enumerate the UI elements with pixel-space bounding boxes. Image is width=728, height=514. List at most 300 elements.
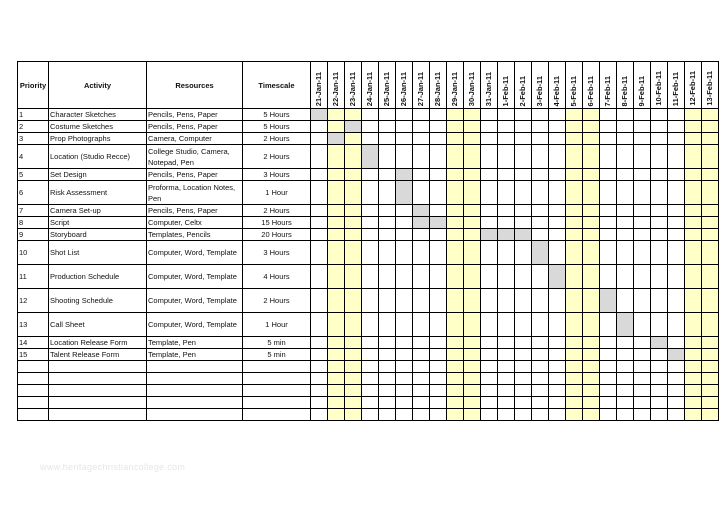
gantt-bar-cell — [481, 229, 498, 241]
weekend-cell — [566, 337, 583, 349]
day-cell — [549, 337, 566, 349]
day-cell — [532, 217, 549, 229]
timescale-cell: 2 Hours — [243, 205, 311, 217]
priority-cell: 5 — [18, 169, 49, 181]
date-header — [634, 62, 651, 109]
day-cell — [379, 169, 396, 181]
timescale-cell: 2 Hours — [243, 289, 311, 313]
weekend-cell — [566, 349, 583, 361]
day-cell — [600, 169, 617, 181]
day-cell — [600, 229, 617, 241]
resources-cell — [147, 373, 243, 385]
gantt-bar-cell — [600, 289, 617, 313]
weekend-cell — [447, 361, 464, 373]
day-cell — [481, 265, 498, 289]
day-cell — [481, 133, 498, 145]
weekend-cell — [583, 289, 600, 313]
weekend-cell — [583, 349, 600, 361]
resources-cell: Proforma, Location Notes, Pen — [147, 181, 243, 205]
day-cell — [617, 217, 634, 229]
day-cell — [617, 265, 634, 289]
weekend-cell — [345, 265, 362, 289]
day-cell — [600, 361, 617, 373]
header-row — [18, 62, 719, 109]
table-row — [18, 229, 719, 241]
day-cell — [498, 313, 515, 337]
activity-cell: Storyboard — [49, 229, 147, 241]
day-cell — [413, 385, 430, 397]
weekend-cell — [464, 109, 481, 121]
day-cell — [532, 109, 549, 121]
weekend-cell — [447, 181, 464, 205]
day-cell — [549, 217, 566, 229]
weekend-cell — [702, 265, 719, 289]
day-cell — [396, 409, 413, 421]
day-cell — [430, 241, 447, 265]
day-cell — [430, 181, 447, 205]
day-cell — [634, 109, 651, 121]
weekend-cell — [702, 133, 719, 145]
weekend-cell — [464, 349, 481, 361]
day-cell — [396, 397, 413, 409]
day-cell — [668, 109, 685, 121]
timescale-cell — [243, 385, 311, 397]
day-cell — [362, 265, 379, 289]
day-cell — [549, 145, 566, 169]
day-cell — [430, 373, 447, 385]
weekend-cell — [702, 289, 719, 313]
day-cell — [600, 349, 617, 361]
day-cell — [515, 337, 532, 349]
date-header — [413, 62, 430, 109]
day-cell — [498, 361, 515, 373]
day-cell — [379, 385, 396, 397]
weekend-cell — [702, 181, 719, 205]
priority-cell — [18, 409, 49, 421]
day-cell — [311, 205, 328, 217]
day-cell — [430, 205, 447, 217]
weekend-cell — [328, 397, 345, 409]
activity-cell — [49, 409, 147, 421]
day-cell — [481, 409, 498, 421]
activity-cell: Shot List — [49, 241, 147, 265]
timescale-cell: 3 Hours — [243, 169, 311, 181]
weekend-cell — [464, 313, 481, 337]
date-label: 9-Feb-11 — [637, 75, 646, 106]
gantt-bar-cell — [345, 121, 362, 133]
priority-cell — [18, 361, 49, 373]
weekend-cell — [566, 241, 583, 265]
weekend-cell — [345, 385, 362, 397]
activity-cell: Talent Release Form — [49, 349, 147, 361]
date-label: 30-Jan-11 — [467, 71, 476, 106]
day-cell — [311, 289, 328, 313]
weekend-cell — [566, 133, 583, 145]
day-cell — [515, 145, 532, 169]
day-cell — [668, 313, 685, 337]
priority-cell: 13 — [18, 313, 49, 337]
weekend-cell — [464, 169, 481, 181]
resources-cell: Camera, Computer — [147, 133, 243, 145]
resources-cell: Pencils, Pens, Paper — [147, 121, 243, 133]
date-label: 29-Jan-11 — [450, 71, 459, 106]
weekend-cell — [702, 145, 719, 169]
weekend-cell — [685, 409, 702, 421]
day-cell — [430, 361, 447, 373]
day-cell — [600, 241, 617, 265]
weekend-cell — [566, 373, 583, 385]
day-cell — [532, 361, 549, 373]
day-cell — [634, 361, 651, 373]
gantt-chart-table — [17, 61, 719, 421]
day-cell — [498, 121, 515, 133]
weekend-cell — [447, 133, 464, 145]
day-cell — [396, 349, 413, 361]
day-cell — [532, 337, 549, 349]
resources-cell — [147, 409, 243, 421]
weekend-cell — [583, 205, 600, 217]
day-cell — [600, 409, 617, 421]
date-header — [396, 62, 413, 109]
date-label: 5-Feb-11 — [569, 75, 578, 106]
day-cell — [634, 217, 651, 229]
day-cell — [413, 373, 430, 385]
day-cell — [515, 397, 532, 409]
weekend-cell — [447, 265, 464, 289]
date-label: 4-Feb-11 — [552, 75, 561, 106]
day-cell — [532, 289, 549, 313]
resources-cell: Computer, Word, Template — [147, 241, 243, 265]
day-cell — [362, 241, 379, 265]
day-cell — [651, 229, 668, 241]
day-cell — [668, 289, 685, 313]
weekend-cell — [447, 373, 464, 385]
activity-cell: Camera Set-up — [49, 205, 147, 217]
day-cell — [617, 205, 634, 217]
day-cell — [498, 349, 515, 361]
day-cell — [498, 181, 515, 205]
day-cell — [481, 109, 498, 121]
day-cell — [413, 361, 430, 373]
day-cell — [481, 373, 498, 385]
day-cell — [651, 181, 668, 205]
weekend-cell — [345, 361, 362, 373]
day-cell — [515, 217, 532, 229]
day-cell — [362, 133, 379, 145]
date-header — [668, 62, 685, 109]
day-cell — [430, 133, 447, 145]
weekend-cell — [685, 337, 702, 349]
weekend-cell — [328, 361, 345, 373]
day-cell — [362, 205, 379, 217]
date-label: 28-Jan-11 — [433, 71, 442, 106]
priority-cell: 14 — [18, 337, 49, 349]
gantt-bar-cell — [396, 169, 413, 181]
day-cell — [362, 373, 379, 385]
day-cell — [413, 313, 430, 337]
day-cell — [413, 121, 430, 133]
table-row — [18, 133, 719, 145]
day-cell — [532, 409, 549, 421]
priority-header: Priority — [18, 62, 49, 109]
weekend-cell — [447, 349, 464, 361]
weekend-cell — [328, 241, 345, 265]
gantt-bar-cell — [549, 265, 566, 289]
day-cell — [634, 169, 651, 181]
day-cell — [396, 373, 413, 385]
day-cell — [617, 385, 634, 397]
table-row — [18, 241, 719, 265]
day-cell — [498, 397, 515, 409]
day-cell — [634, 409, 651, 421]
day-cell — [668, 205, 685, 217]
day-cell — [362, 337, 379, 349]
day-cell — [515, 361, 532, 373]
priority-cell: 11 — [18, 265, 49, 289]
day-cell — [600, 373, 617, 385]
weekend-cell — [702, 229, 719, 241]
weekend-cell — [447, 409, 464, 421]
weekend-cell — [345, 373, 362, 385]
day-cell — [600, 313, 617, 337]
day-cell — [396, 385, 413, 397]
weekend-cell — [702, 373, 719, 385]
day-cell — [379, 133, 396, 145]
gantt-bar-cell — [498, 229, 515, 241]
weekend-cell — [447, 289, 464, 313]
table-row — [18, 361, 719, 373]
weekend-cell — [566, 289, 583, 313]
day-cell — [481, 349, 498, 361]
day-cell — [532, 145, 549, 169]
timescale-cell: 4 Hours — [243, 265, 311, 289]
weekend-cell — [464, 373, 481, 385]
day-cell — [651, 145, 668, 169]
day-cell — [430, 313, 447, 337]
day-cell — [362, 169, 379, 181]
day-cell — [362, 313, 379, 337]
day-cell — [617, 337, 634, 349]
activity-cell: Location Release Form — [49, 337, 147, 349]
weekend-cell — [447, 109, 464, 121]
activity-cell: Set Design — [49, 169, 147, 181]
day-cell — [481, 121, 498, 133]
weekend-cell — [345, 145, 362, 169]
priority-cell: 8 — [18, 217, 49, 229]
day-cell — [651, 241, 668, 265]
day-cell — [481, 181, 498, 205]
weekend-cell — [583, 373, 600, 385]
day-cell — [311, 361, 328, 373]
gantt-bar-cell — [362, 145, 379, 169]
weekend-cell — [566, 385, 583, 397]
day-cell — [600, 181, 617, 205]
weekend-cell — [464, 265, 481, 289]
day-cell — [396, 265, 413, 289]
day-cell — [549, 241, 566, 265]
day-cell — [396, 205, 413, 217]
weekend-cell — [685, 205, 702, 217]
table-row — [18, 289, 719, 313]
priority-cell: 1 — [18, 109, 49, 121]
day-cell — [515, 385, 532, 397]
weekend-cell — [702, 169, 719, 181]
day-cell — [617, 109, 634, 121]
table-row — [18, 265, 719, 289]
day-cell — [549, 409, 566, 421]
day-cell — [634, 181, 651, 205]
timescale-cell: 20 Hours — [243, 229, 311, 241]
weekend-cell — [345, 217, 362, 229]
weekend-cell — [583, 229, 600, 241]
day-cell — [634, 337, 651, 349]
weekend-cell — [447, 241, 464, 265]
day-cell — [651, 289, 668, 313]
date-header — [600, 62, 617, 109]
day-cell — [600, 265, 617, 289]
day-cell — [379, 361, 396, 373]
date-label: 7-Feb-11 — [603, 75, 612, 106]
weekend-cell — [345, 313, 362, 337]
weekend-cell — [345, 181, 362, 205]
table-row — [18, 121, 719, 133]
day-cell — [651, 205, 668, 217]
activity-cell: Character Sketches — [49, 109, 147, 121]
day-cell — [651, 121, 668, 133]
weekend-cell — [685, 265, 702, 289]
day-cell — [549, 349, 566, 361]
day-cell — [532, 313, 549, 337]
day-cell — [413, 289, 430, 313]
table-row — [18, 109, 719, 121]
day-cell — [430, 409, 447, 421]
weekend-cell — [447, 169, 464, 181]
weekend-cell — [566, 361, 583, 373]
day-cell — [430, 385, 447, 397]
day-cell — [379, 397, 396, 409]
weekend-cell — [328, 289, 345, 313]
weekend-cell — [328, 373, 345, 385]
day-cell — [617, 361, 634, 373]
weekend-cell — [702, 217, 719, 229]
day-cell — [311, 373, 328, 385]
weekend-cell — [583, 385, 600, 397]
timescale-cell — [243, 361, 311, 373]
day-cell — [498, 241, 515, 265]
day-cell — [396, 313, 413, 337]
day-cell — [600, 205, 617, 217]
day-cell — [311, 349, 328, 361]
day-cell — [481, 313, 498, 337]
weekend-cell — [583, 241, 600, 265]
day-cell — [634, 133, 651, 145]
day-cell — [413, 241, 430, 265]
timescale-cell: 2 Hours — [243, 145, 311, 169]
day-cell — [617, 241, 634, 265]
resources-cell — [147, 385, 243, 397]
weekend-cell — [566, 145, 583, 169]
day-cell — [515, 373, 532, 385]
day-cell — [600, 145, 617, 169]
day-cell — [413, 397, 430, 409]
gantt-bar-cell — [617, 313, 634, 337]
day-cell — [362, 109, 379, 121]
day-cell — [634, 289, 651, 313]
weekend-cell — [328, 181, 345, 205]
weekend-cell — [685, 397, 702, 409]
date-header — [651, 62, 668, 109]
weekend-cell — [566, 397, 583, 409]
gantt-bar-cell — [515, 229, 532, 241]
day-cell — [668, 409, 685, 421]
day-cell — [362, 349, 379, 361]
day-cell — [311, 409, 328, 421]
weekend-cell — [566, 169, 583, 181]
day-cell — [396, 217, 413, 229]
day-cell — [498, 373, 515, 385]
day-cell — [617, 373, 634, 385]
day-cell — [668, 133, 685, 145]
weekend-cell — [566, 121, 583, 133]
gantt-bar-cell — [413, 217, 430, 229]
task-rows — [18, 109, 719, 421]
weekend-cell — [328, 229, 345, 241]
day-cell — [651, 169, 668, 181]
day-cell — [634, 229, 651, 241]
day-cell — [379, 145, 396, 169]
day-cell — [651, 361, 668, 373]
timescale-cell: 15 Hours — [243, 217, 311, 229]
day-cell — [634, 121, 651, 133]
day-cell — [481, 205, 498, 217]
day-cell — [617, 349, 634, 361]
weekend-cell — [447, 229, 464, 241]
day-cell — [396, 241, 413, 265]
day-cell — [379, 289, 396, 313]
day-cell — [311, 313, 328, 337]
activity-cell: Costume Sketches — [49, 121, 147, 133]
day-cell — [481, 361, 498, 373]
day-cell — [362, 289, 379, 313]
timescale-cell: 5 min — [243, 349, 311, 361]
priority-cell: 9 — [18, 229, 49, 241]
day-cell — [634, 313, 651, 337]
activity-cell — [49, 373, 147, 385]
day-cell — [413, 229, 430, 241]
day-cell — [413, 265, 430, 289]
day-cell — [668, 145, 685, 169]
weekend-cell — [464, 181, 481, 205]
day-cell — [379, 265, 396, 289]
day-cell — [362, 361, 379, 373]
table-row — [18, 205, 719, 217]
day-cell — [515, 169, 532, 181]
weekend-cell — [685, 109, 702, 121]
day-cell — [634, 373, 651, 385]
day-cell — [515, 313, 532, 337]
date-header — [532, 62, 549, 109]
date-header — [362, 62, 379, 109]
day-cell — [549, 133, 566, 145]
day-cell — [651, 373, 668, 385]
date-header — [515, 62, 532, 109]
weekend-cell — [702, 409, 719, 421]
day-cell — [651, 265, 668, 289]
day-cell — [379, 373, 396, 385]
day-cell — [600, 133, 617, 145]
timescale-cell — [243, 397, 311, 409]
weekend-cell — [566, 409, 583, 421]
